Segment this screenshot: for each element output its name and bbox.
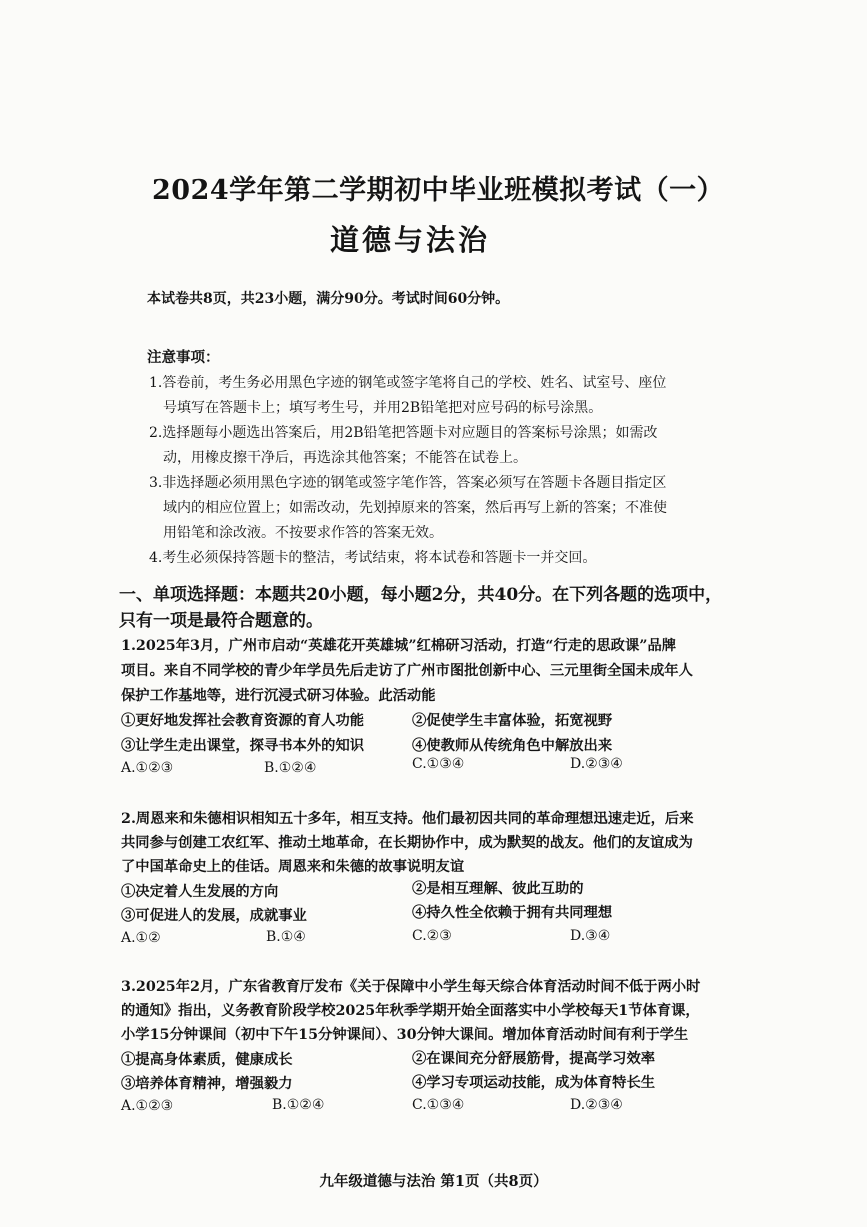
note-line: 域内的相应位置上；如需改动，先划掉原来的答案，然后再写上新的答案；不准使 xyxy=(163,500,667,516)
subject-title: 道德与法治 xyxy=(330,223,491,257)
question-2-choice-c[interactable]: C.②③ xyxy=(412,928,452,944)
note-line: 4.考生必须保持答题卡的整洁，考试结束，将本试卷和答题卡一并交回。 xyxy=(149,550,597,566)
question-1-option: ③让学生走出课堂，探寻书本外的知识 xyxy=(121,738,365,754)
question-1-choice-b[interactable]: B.①②④ xyxy=(264,760,317,776)
note-line: 用铅笔和涂改液。不按要求作答的答案无效。 xyxy=(163,525,443,541)
question-3-line: 3.2025年2月，广东省教育厅发布《关于保障中小学生每天综合体育活动时间不低于两小时 xyxy=(121,979,701,995)
question-3-option: ①提高身体素质，健康成长 xyxy=(121,1052,293,1068)
notes-heading: 注意事项： xyxy=(147,349,220,366)
question-3-choice-b[interactable]: B.①②④ xyxy=(272,1097,325,1113)
note-line: 1.答卷前，考生务必用黑色字迹的钢笔或签字笔将自己的学校、姓名、试室号、座位 xyxy=(149,375,667,391)
question-1-line: 保护工作基地等，进行沉浸式研习体验。此活动能 xyxy=(121,688,436,704)
question-1-choice-a[interactable]: A.①②③ xyxy=(121,760,174,776)
page-footer: 九年级道德与法治 第1页（共8页） xyxy=(319,1173,548,1190)
note-line: 3.非选择题必须用黑色字迹的钢笔或签字笔作答，答案必须写在答题卡各题目指定区 xyxy=(149,475,667,491)
note-line: 号填写在答题卡上；填写考生号，并用2B铅笔把对应号码的标号涂黑。 xyxy=(163,400,603,416)
question-3-choice-d[interactable]: D.②③④ xyxy=(570,1097,623,1113)
section-heading-cont: 只有一项是最符合题意的。 xyxy=(119,611,323,631)
question-2-option: ④持久性全依赖于拥有共同理想 xyxy=(412,905,613,921)
question-2-option: ③可促进人的发展，成就事业 xyxy=(121,908,307,924)
question-2-choice-b[interactable]: B.①④ xyxy=(266,929,306,945)
question-2-choice-a[interactable]: A.①② xyxy=(121,930,161,946)
question-2-option: ①决定着人生发展的方向 xyxy=(121,884,279,900)
question-2-option: ②是相互理解、彼此互助的 xyxy=(412,881,584,897)
question-1-option: ①更好地发挥社会教育资源的育人功能 xyxy=(121,713,365,729)
question-1-line: 1.2025年3月，广州市启动“英雄花开英雄城”红棉研习活动，打造“行走的思政课”品牌 xyxy=(121,638,677,654)
question-3-option: ②在课间充分舒展筋骨，提高学习效率 xyxy=(412,1051,656,1067)
question-3-choice-a[interactable]: A.①②③ xyxy=(121,1098,174,1114)
question-1-choice-c[interactable]: C.①③④ xyxy=(412,756,465,772)
question-2-line: 了中国革命史上的佳话。周恩来和朱德的故事说明友谊 xyxy=(121,859,465,875)
exam-info: 本试卷共8页，共23小题，满分90分。考试时间60分钟。 xyxy=(147,291,510,307)
question-1-line: 项目。来自不同学校的青少年学员先后走访了广州市图批创新中心、三元里街全国未成年人 xyxy=(121,663,693,679)
question-2-choice-d[interactable]: D.③④ xyxy=(570,928,611,944)
exam-title: 2024学年第二学期初中毕业班模拟考试（一） xyxy=(152,175,725,206)
question-1-option: ②促使学生丰富体验，拓宽视野 xyxy=(412,713,613,729)
question-1-option: ④使教师从传统角色中解放出来 xyxy=(412,738,613,754)
question-1-choice-d[interactable]: D.②③④ xyxy=(570,756,623,772)
question-3-line: 的通知》指出，义务教育阶段学校2025年秋季学期开始全面落实中小学校每天1节体育课， xyxy=(121,1003,700,1019)
question-3-line: 小学15分钟课间（初中下午15分钟课间）、30分钟大课间。增加体育活动时间有利于学生 xyxy=(121,1027,689,1043)
section-heading: 一、单项选择题：本题共20小题，每小题2分，共40分。在下列各题的选项中， xyxy=(119,585,723,605)
note-line: 2.选择题每小题选出答案后，用2B铅笔把答题卡对应题目的答案标号涂黑；如需改 xyxy=(149,425,658,441)
question-3-choice-c[interactable]: C.①③④ xyxy=(412,1097,465,1113)
note-line: 动，用橡皮擦干净后，再选涂其他答案；不能答在试卷上。 xyxy=(163,450,527,466)
question-2-line: 2.周恩来和朱德相识相知五十多年，相互支持。他们最初因共同的革命理想迅速走近，后来 xyxy=(121,811,694,827)
question-3-option: ④学习专项运动技能，成为体育特长生 xyxy=(412,1075,656,1091)
question-3-option: ③培养体育精神，增强毅力 xyxy=(121,1076,293,1092)
question-2-line: 共同参与创建工农红军、推动土地革命，在长期协作中，成为默契的战友。他们的友谊成为 xyxy=(121,835,693,851)
